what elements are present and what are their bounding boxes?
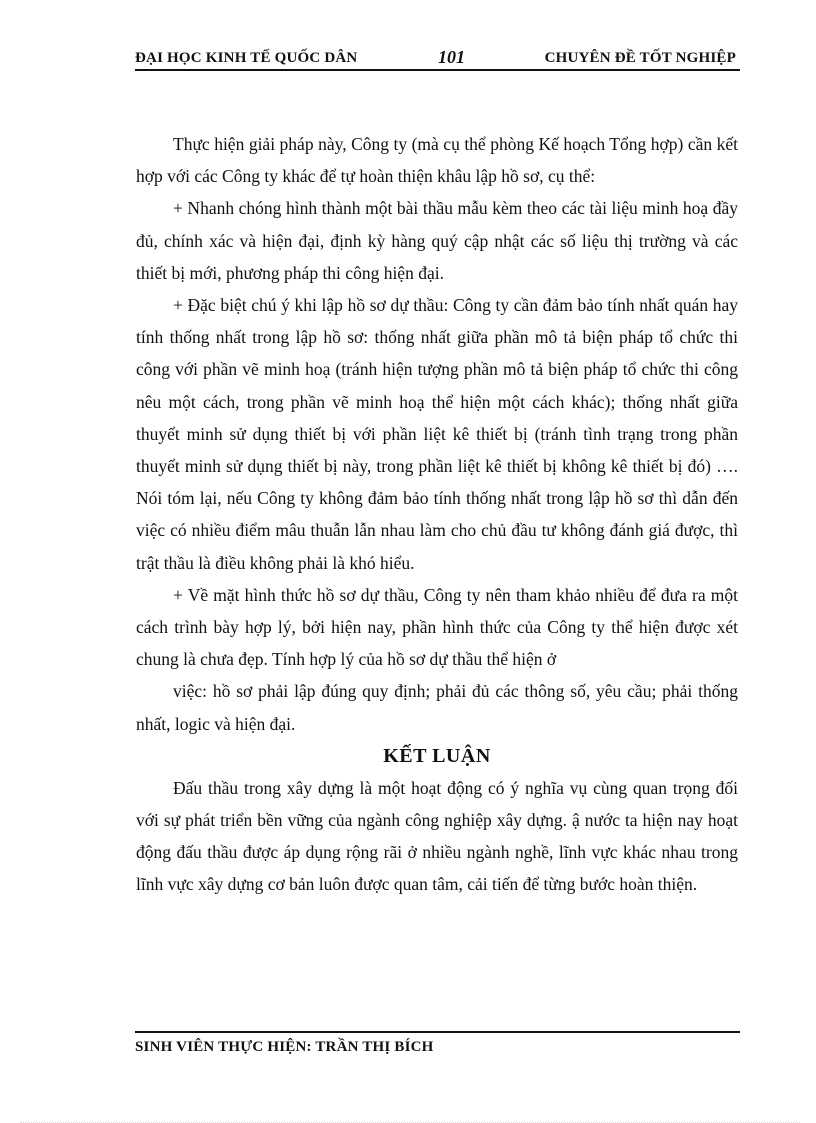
page-footer — [135, 1031, 740, 1055]
paragraph-format-continued: việc: hồ sơ phải lập đúng quy định; phải đủ các thông số, yêu cầu; phải thống nhất, logic và hiện đại. — [136, 681, 738, 734]
conclusion-heading: KẾT LUẬN — [383, 744, 491, 767]
paragraph-bullet-template: + Nhanh chóng hình thành một bài thầu mẫu kèm theo các tài liệu minh hoạ đầy đủ, chính xác và hiện đại, định kỳ hàng quý cập nhật các số liệu thị trường và các thiết bị mới, phương pháp thi công hiện đại. — [136, 198, 738, 283]
page-number: 101 — [438, 47, 465, 67]
paragraph-intro: Thực hiện giải pháp này, Công ty (mà cụ thể phòng Kế hoạch Tổng hợp) cần kết hợp với các Công ty khác để tự hoàn thiện khâu lập hồ sơ, cụ thể: — [136, 134, 738, 187]
university-name: ĐẠI HỌC KINH TẾ QUỐC DÂN — [135, 50, 358, 66]
paragraph-bullet-consistency: + Đặc biệt chú ý khi lập hồ sơ dự thầu: Công ty cần đảm bảo tính nhất quán hay tính thống nhất trong lập hồ sơ: thống nhất giữa phần mô tả biện pháp tổ chức thi công với phần vẽ minh hoạ (tránh hiện tượng phần mô tả biện pháp tổ chức thi công nêu một cách, trong phần vẽ minh hoạ thể hiện một cách khác); thống nhất giữa thuyết minh sử dụng thiết bị với phần liệt kê thiết bị (tránh tình trạng trong phần thuyết minh sử dụng thiết bị này, trong phần liệt kê thiết bị không kê thiết bị đó) …. Nói tóm lại, nếu Công ty không đảm bảo tính thống nhất trong lập hồ sơ thì dẫn đến việc có nhiều điểm mâu thuẫn lẫn nhau làm cho chủ đầu tư không đánh giá được, thì trật thầu là điều không phải là khó hiểu. — [136, 295, 738, 573]
student-name: SINH VIÊN THỰC HIỆN: TRẦN THỊ BÍCH — [135, 1039, 434, 1055]
paragraph-bullet-format: + Về mặt hình thức hồ sơ dự thầu, Công ty nên tham khảo nhiều để đưa ra một cách trình bày hợp lý, bởi hiện nay, phần hình thức của Công ty thể hiện được xét chung là chưa đẹp. Tính hợp lý của hồ sơ dự thầu thể hiện ở — [136, 584, 738, 670]
document-type: CHUYÊN ĐỀ TỐT NGHIỆP — [544, 50, 736, 66]
page-header — [135, 47, 740, 71]
paragraph-conclusion: Đấu thầu trong xây dựng là một hoạt động có ý nghĩa vụ cùng quan trọng đối với sự phát triển bền vững của ngành công nghiệp xây dựng. ậ nước ta hiện nay hoạt động đấu thầu được áp dụng rộng rãi ở nhiều ngành nghề, lĩnh vực khác nhau trong lĩnh vực xây dựng cơ bản luôn được quan tâm, cải tiến để từng bước hoàn thiện. — [136, 777, 738, 895]
page-body — [136, 128, 738, 901]
